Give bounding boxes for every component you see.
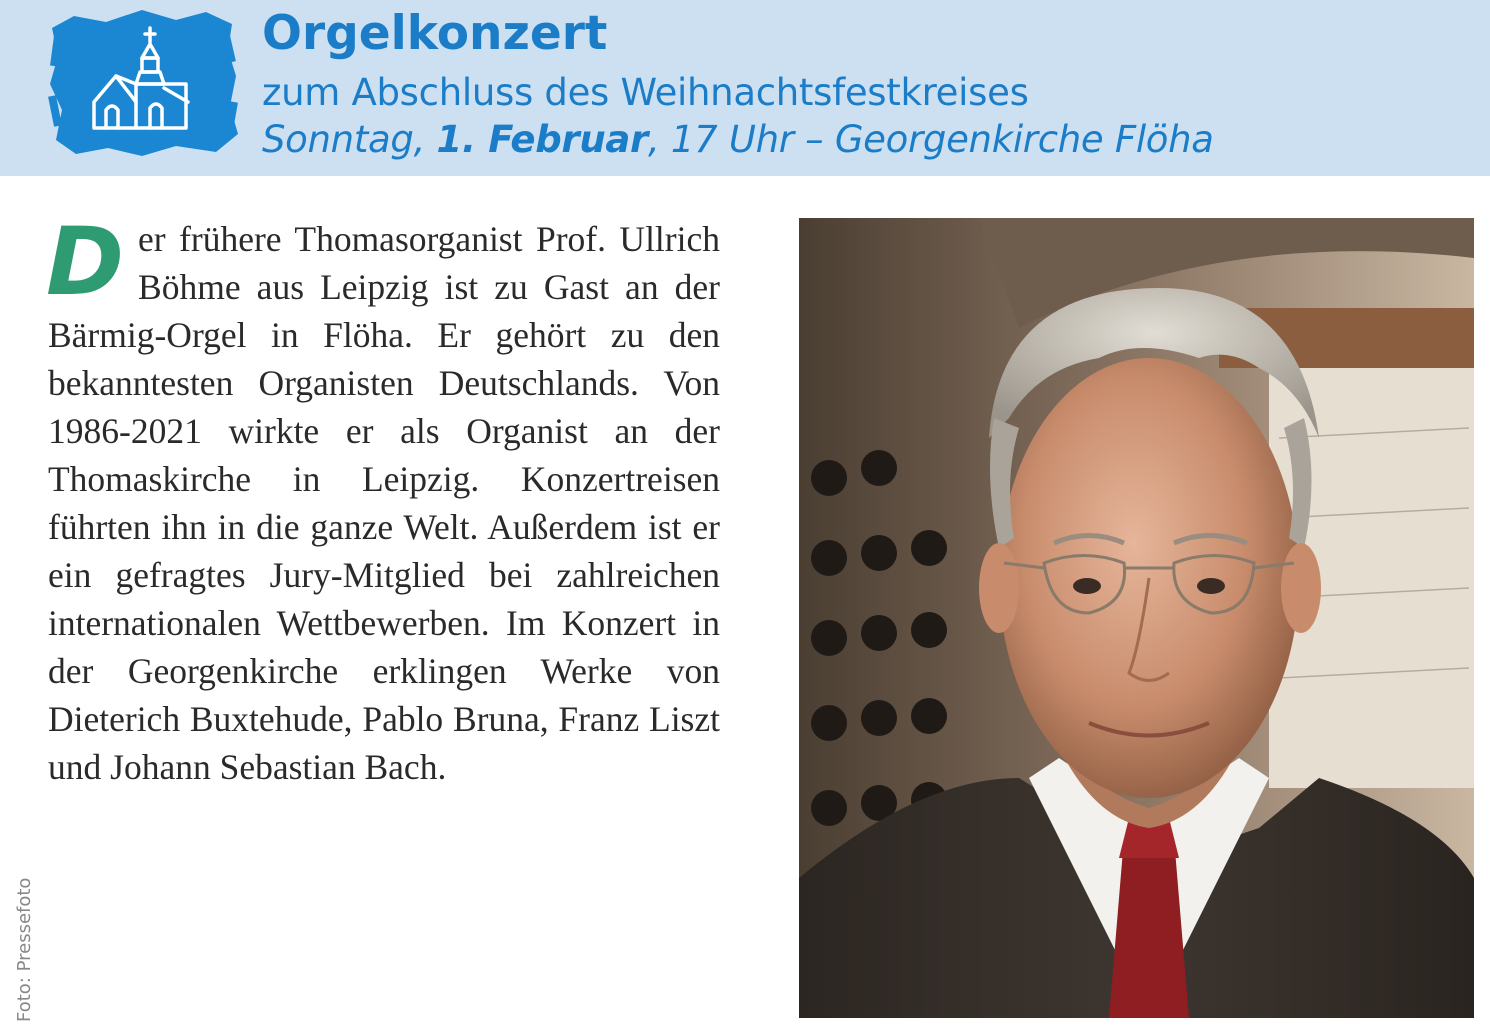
event-day: Sonntag, [262, 118, 437, 161]
event-time-location: , 17 Uhr – Georgenkirche Flöha [647, 118, 1214, 161]
header-banner [0, 0, 1490, 176]
article-text [46, 208, 720, 791]
portrait-photo [799, 218, 1474, 1018]
church-icon [46, 6, 240, 158]
article-body: er frühere Thomasorganist Prof. Ullrich Böhme aus Leipzig ist zu Gast an der Bärmig-Orgel in Flöha. Er gehört zu den bekanntesten Organisten Deutschlands. Von 1986-2021 wirkte er als Organist an der Thomaskirche in Leipzig. Konzertreisen führten ihn in die ganze Welt. Außerdem ist er ein gefragtes Jury-Mitglied bei zahlreichen internationalen Wettbewerben. Im Konzert in der Georgenkirche erklingen Werke von Dieterich Buxtehude, Pablo Bruna, Franz Liszt und Johann Sebastian Bach. [48, 219, 720, 787]
drop-cap: D [46, 208, 125, 317]
event-date-line [262, 117, 1214, 163]
event-date: 1. Februar [436, 118, 648, 161]
portrait-illustration [799, 218, 1474, 1018]
event-title: Orgelkonzert [262, 6, 608, 61]
event-subtitle: zum Abschluss des Weihnachtsfestkreises [262, 71, 1029, 114]
photo-credit: Foto: Pressefoto [14, 877, 35, 1022]
